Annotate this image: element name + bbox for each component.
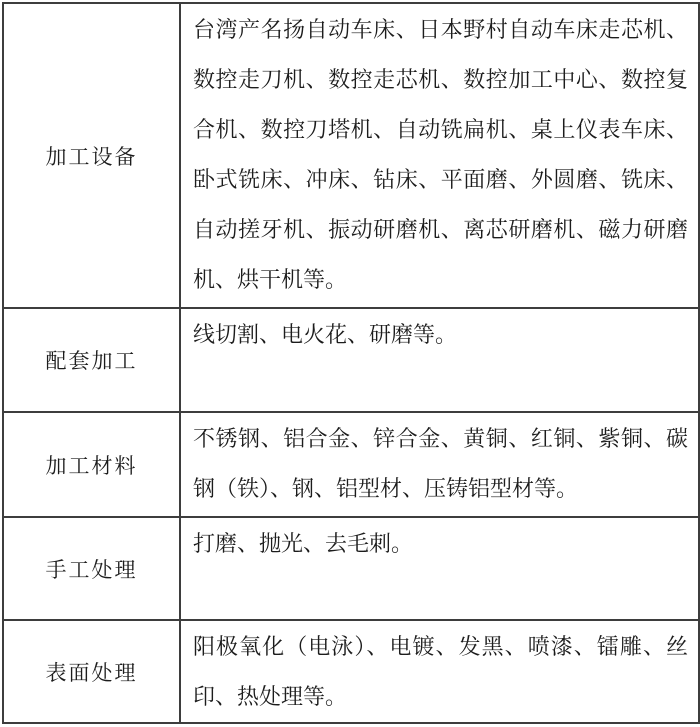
row-category-label: 手工处理 [3, 517, 180, 620]
table-row [3, 412, 699, 517]
table-row [3, 620, 699, 723]
table-body [3, 3, 699, 723]
row-details-text: 打磨、抛光、去毛刺。 [180, 517, 699, 620]
row-category-label: 加工设备 [3, 3, 180, 308]
row-details-text: 阳极氧化（电泳）、电镀、发黑、喷漆、镭雕、丝印、热处理等。 [180, 620, 699, 723]
processing-capability-table [2, 2, 700, 724]
row-category-label: 表面处理 [3, 620, 180, 723]
row-details-text: 台湾产名扬自动车床、日本野村自动车床走芯机、数控走刀机、数控走芯机、数控加工中心、数控复合机、数控刀塔机、自动铣扁机、桌上仪表车床、卧式铣床、冲床、钻床、平面磨、外圆磨、铣床、自动搓牙机、振动研磨机、离芯研磨机、磁力研磨机、烘干机等。 [180, 3, 699, 308]
row-details-text: 不锈钢、铝合金、锌合金、黄铜、红铜、紫铜、碳钢（铁）、钢、铝型材、压铸铝型材等。 [180, 412, 699, 517]
table-row [3, 3, 699, 308]
table-row [3, 308, 699, 412]
table-row [3, 517, 699, 620]
row-details-text: 线切割、电火花、研磨等。 [180, 308, 699, 412]
row-category-label: 加工材料 [3, 412, 180, 517]
row-category-label: 配套加工 [3, 308, 180, 412]
